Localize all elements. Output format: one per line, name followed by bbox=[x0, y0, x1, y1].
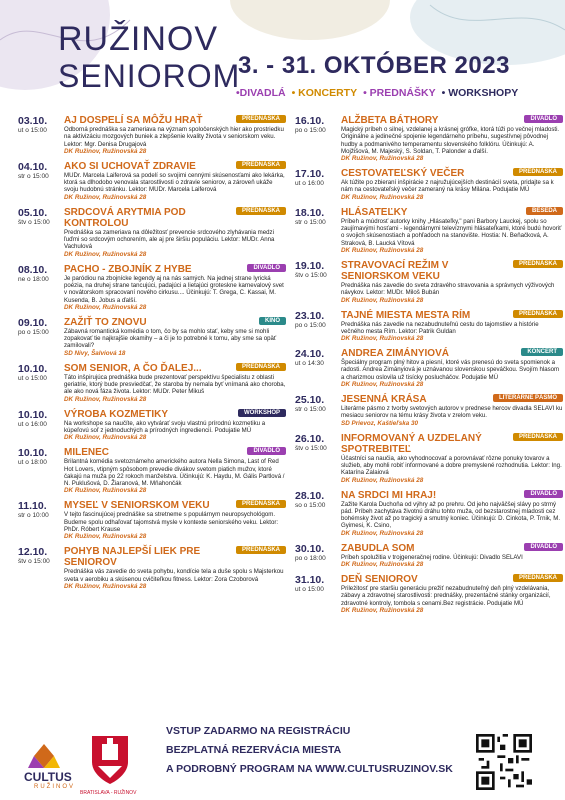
event-datetime bbox=[295, 574, 339, 593]
footer-line-2: BEZPLATNÁ REZERVÁCIA MIESTA bbox=[166, 744, 342, 756]
event-venue: SD Prievoz, Kaštieľska 30 bbox=[341, 419, 419, 427]
event-title: HLÁSATEĽKY bbox=[341, 206, 408, 218]
event-title: SRDCOVÁ ARYTMIA POD KONTROLOU bbox=[64, 206, 186, 229]
event-date: 16.10. bbox=[295, 115, 325, 127]
footer-line-1: VSTUP ZADARMO NA REGISTRÁCIU bbox=[166, 725, 351, 737]
event-category-badge: KINO bbox=[259, 317, 286, 325]
event-category-badge: PREDNÁŠKA bbox=[513, 574, 563, 582]
event-datetime bbox=[295, 310, 339, 329]
event-description: Špeciálny program plný hitov a piesní, ktoré vás prenesú do sveta spomienok a radosti. Andrea Zimányiová je uznávanou slovenskou speváčkou. Svojím hlasom a charizmou oslovila už tisícky poslucháčov. Podujatie MÚ bbox=[341, 359, 560, 381]
event-date: 03.10. bbox=[18, 115, 48, 127]
event-datetime bbox=[18, 161, 62, 180]
event-venue: DK Ružinov, Ružinovská 28 bbox=[64, 434, 147, 442]
event-time: str o 15:00 bbox=[295, 218, 326, 226]
cultus-logo-icon bbox=[24, 742, 64, 770]
event-title: TAJNÉ MIESTA MESTA RÍM bbox=[341, 309, 471, 321]
category-workshopy: • WORKSHOPY bbox=[441, 87, 519, 99]
event-category-badge: PREDNÁŠKA bbox=[236, 363, 286, 371]
event-datetime bbox=[295, 543, 339, 562]
event-datetime bbox=[18, 317, 62, 336]
event-venue: DK Ružinov, Ružinovská 28 bbox=[341, 246, 424, 254]
event-venue: DK Ružinov, Ružinovská 28 bbox=[64, 582, 147, 590]
event-venue: DK Ružinov, Ružinovská 28 bbox=[64, 487, 147, 495]
cultus-logo-name: CULTUS bbox=[24, 770, 72, 784]
event-date: 05.10. bbox=[18, 206, 48, 219]
event-venue: DK Ružinov, Ružinovská 28 bbox=[64, 533, 147, 541]
qr-code-icon[interactable] bbox=[476, 734, 532, 790]
header bbox=[0, 0, 565, 110]
event-datetime bbox=[18, 409, 62, 428]
event-title: DEŇ SENIOROV bbox=[341, 574, 418, 586]
event-description: Zábavná romantická komédia o tom, čo by sa mohlo stať, keby sme si mohli zopakovať tie najkrajšie okamihy – a či je to potrebné k tomu, aby sme sa opäť zamilovali? bbox=[64, 327, 277, 350]
event-item bbox=[295, 207, 563, 254]
event-category-badge: PREDNÁŠKA bbox=[236, 500, 286, 508]
category-list bbox=[236, 87, 518, 99]
event-time: ut o 16:00 bbox=[295, 180, 324, 188]
category-divadla: •DIVADLÁ bbox=[236, 87, 286, 99]
event-venue: DK Ružinov, Ružinovská 28 bbox=[341, 296, 424, 304]
event-item bbox=[18, 317, 286, 357]
event-item bbox=[295, 543, 563, 568]
cultus-logo-sub: RUŽINOV bbox=[34, 784, 75, 790]
event-title: PACHO - ZBOJNÍK Z HYBE bbox=[64, 263, 192, 275]
event-item bbox=[18, 546, 286, 590]
event-title: NA SRDCI MI HRAJ! bbox=[341, 489, 437, 501]
category-koncerty: • KONCERTY bbox=[291, 87, 358, 99]
event-date: 25.10. bbox=[295, 394, 325, 407]
event-time: po o 15:00 bbox=[295, 127, 326, 134]
event-date: 09.10. bbox=[18, 316, 48, 329]
cultus-logo bbox=[24, 742, 75, 790]
event-category-badge: PREDNÁŠKA bbox=[236, 207, 286, 215]
event-description: Prednáška nás zavedie na nezabudnuteľnú cestu do tajomstiev a histórie večného mesta Rím. Lektor: Patrik Guldan bbox=[341, 320, 539, 335]
event-title: JESENNÁ KRÁSA bbox=[341, 394, 427, 406]
event-venue: DK Ružinov, Ružinovská 28 bbox=[341, 606, 424, 614]
event-title: POHYB NAJLEPŠÍ LIEK PRE SENIOROV bbox=[64, 546, 201, 569]
event-time: po o 15:00 bbox=[295, 321, 326, 329]
event-title: ANDREA ZIMÁNYIOVÁ bbox=[341, 348, 449, 360]
event-datetime bbox=[18, 447, 62, 466]
event-description: V tejto fascinujúcej prednáške sa stretneme s populárnym neuropsychológom. Budeme spolu odhaľovať tajomstvá mysle v kontexte seniorského veku. Lektor: PhDr. Róbert Krause bbox=[64, 511, 279, 534]
event-dates: 3. - 31. OKTÓBER 2023 bbox=[238, 52, 510, 79]
event-item bbox=[18, 115, 286, 155]
event-venue: DK Ružinov, Ružinovská 28 bbox=[341, 193, 424, 201]
event-category-badge: PREDNÁŠKA bbox=[513, 310, 563, 318]
event-category-badge: LITERÁRNE PÁSMO bbox=[493, 394, 563, 402]
event-item bbox=[295, 168, 563, 201]
event-datetime bbox=[18, 546, 62, 565]
event-time: štv o 15:00 bbox=[295, 271, 327, 279]
event-time: po o 18:00 bbox=[295, 554, 326, 562]
event-description: Príbeh a múdrosť autorky knihy „Hlásateľky," pani Barbory Lauckej, spolu so zaujímavými hosťami - legendárnymi televíznymi hlásateľkami, ktoré budú hovoriť o svojich skúsenostiach a pohľadoch na stanovište. Hostia: N. Beňačková, A. Straková, B. Laucká Vítová bbox=[341, 217, 562, 247]
event-venue: DK Ružinov, Ružinovská 28 bbox=[64, 147, 147, 155]
event-item bbox=[18, 161, 286, 201]
event-time: str o 15:00 bbox=[295, 406, 326, 414]
event-category-badge: DIVADLO bbox=[524, 490, 563, 498]
page-title-line1: RUŽINOV bbox=[58, 20, 218, 58]
event-time: ut o 15:00 bbox=[18, 127, 47, 134]
event-item bbox=[18, 447, 286, 494]
event-venue: DK Ružinov, Ružinovská 28 bbox=[341, 476, 424, 484]
event-date: 18.10. bbox=[295, 206, 325, 219]
event-venue: DK Ružinov, Ružinovská 28 bbox=[64, 193, 147, 201]
event-datetime bbox=[295, 433, 339, 452]
event-description: Prednáška vás zavedie do sveta pohybu, kondície tela a duše spolu s Majsterkou sveta v aerobiku a skúsenou cvičiteľkou fitness. Lektor: Zora Czoborová bbox=[64, 568, 284, 583]
event-category-badge: KONCERT bbox=[521, 348, 563, 356]
event-time: štv o 15:00 bbox=[18, 218, 50, 226]
event-date: 24.10. bbox=[295, 348, 325, 361]
event-title: STRAVOVACÍ REŽIM V SENIORSKOM VEKU bbox=[341, 259, 449, 282]
event-description: Ak túžite po zbieraní inšpirácie z najružujúcejších destinácií sveta, pridajte sa k nám na cestovateľský večer zameraný na krásy Milána. Podujatie MÚ bbox=[341, 179, 554, 194]
event-item bbox=[295, 394, 563, 427]
event-item bbox=[18, 207, 286, 258]
event-description: Odborná prednáška sa zameriava na význam spoločenských hier ako prostriedku na aktivizáciu mozgových buniek a zlepšenie kvality života v seniorskom veku. Lektor: Mgr. Denisa Drugajová bbox=[64, 126, 284, 148]
event-title: AJ DOSPELÍ SA MÔŽU HRAŤ bbox=[64, 115, 203, 126]
event-category-badge: PREDNÁŠKA bbox=[236, 546, 286, 554]
event-title: ZABUDLA SOM bbox=[341, 542, 415, 554]
program-column-right bbox=[295, 115, 563, 620]
event-venue: DK Ružinov, Ružinovská 28 bbox=[341, 335, 424, 343]
event-title: SOM SENIOR, A ČO ĎALEJ... bbox=[64, 362, 202, 374]
event-date: 10.10. bbox=[18, 447, 48, 460]
event-date: 19.10. bbox=[295, 259, 325, 272]
footer-line-3[interactable]: A PODROBNÝ PROGRAM NA WWW.CULTUSRUZINOV.SK bbox=[166, 763, 453, 775]
event-datetime bbox=[18, 500, 62, 519]
event-item bbox=[18, 363, 286, 403]
event-description: Je paródiou na zbojnícke legendy aj na nás samých. Na jednej strane lyrická poézia, na druhej strane tancujúci, padajúci a lietajúci groteskne karnevalový svet v novátorskom spracovaní nového cirkusu.... Účinkujú: T. Grega, C. Kassai, M. Kusenda, B. Jobus a ďalší. bbox=[64, 274, 284, 304]
event-venue: DK Ružinov, Ružinovská 28 bbox=[64, 303, 147, 311]
event-description: Účastníci sa naučia, ako vyhodnocovať a porovnávať rôzne ponuky tovarov a služieb, aby mohli robiť informované a dobre premyslené rozhodnutia. Lektor: Ing. Katarína Zalaiová bbox=[341, 454, 562, 477]
event-item bbox=[295, 115, 563, 162]
event-category-badge: PREDNÁŠKA bbox=[513, 260, 563, 268]
event-description: MUDr. Marcela Laiferová sa podelí so svojimi cennými skúsenosťami ako lekárka, ktorá sa dlhodobo venovala starostlivosti o zdravie seniorov, a zároveň ukáže svoju hudobnú stránku. Lektor: MUDr. Marcela Laiferová bbox=[64, 171, 285, 194]
event-datetime bbox=[18, 207, 62, 226]
event-date: 31.10. bbox=[295, 574, 325, 587]
event-venue: DK Ružinov, Ružinovská 28 bbox=[341, 529, 424, 537]
event-title: ALŽBETA BÁTHORY bbox=[341, 115, 439, 126]
event-venue: SD Nivy, Šalviová 18 bbox=[64, 349, 126, 357]
event-category-badge: DIVADLO bbox=[524, 115, 563, 123]
category-prednasky: • PREDNÁŠKY bbox=[363, 87, 436, 99]
event-item bbox=[295, 433, 563, 484]
event-date: 10.10. bbox=[18, 408, 48, 421]
event-category-badge: PREDNÁŠKA bbox=[513, 168, 563, 176]
event-venue: DK Ružinov, Ružinovská 28 bbox=[341, 155, 424, 163]
event-date: 30.10. bbox=[295, 542, 325, 555]
event-item bbox=[18, 409, 286, 442]
event-venue: DK Ružinov, Ružinovská 28 bbox=[64, 395, 147, 403]
event-date: 08.10. bbox=[18, 263, 48, 276]
event-time: str o 15:00 bbox=[18, 172, 49, 180]
event-datetime bbox=[295, 394, 339, 413]
event-category-badge: PREDNÁŠKA bbox=[236, 115, 286, 123]
event-description: Táto inšpirujúca prednáška bude prezentovať perspektívu špecialistu z oblasti geriatrie, ktorý bude presviedčať, že staroba by nemala byť vnímaná ako choroba, ale ako nová fáza života. Lektor: MUDr. Peter Mikuš bbox=[64, 373, 286, 396]
event-category-badge: DIVADLO bbox=[247, 447, 286, 455]
program-column-left bbox=[18, 115, 286, 596]
event-item bbox=[295, 574, 563, 614]
event-category-badge: DIVADLO bbox=[524, 543, 563, 551]
event-time: so o 15:00 bbox=[295, 501, 326, 509]
event-item bbox=[295, 348, 563, 388]
event-datetime bbox=[295, 168, 339, 187]
event-title: VÝROBA KOZMETIKY bbox=[64, 408, 169, 420]
event-title: MYSEĽ V SENIORSKOM VEKU bbox=[64, 500, 210, 512]
event-item bbox=[18, 500, 286, 540]
event-time: štv o 15:00 bbox=[295, 444, 327, 452]
event-venue: DK Ružinov, Ružinovská 28 bbox=[341, 561, 424, 569]
event-venue: DK Ružinov, Ružinovská 28 bbox=[64, 250, 147, 258]
event-time: str o 10:00 bbox=[18, 512, 49, 520]
event-time: ut o 14:30 bbox=[295, 360, 324, 368]
event-item bbox=[295, 260, 563, 304]
event-datetime bbox=[18, 363, 62, 382]
event-description: Prednáška sa zameriava na dôležitosť prevencie srdcového zlyhávania medzi ľuďmi so srdcovým ochorením, ale aj pre širšiu populáciu. Lektor: MUDr. Anna Vachulová bbox=[64, 228, 275, 251]
event-title: AKO SI UCHOVAŤ ZDRAVIE bbox=[64, 160, 196, 172]
event-time: štv o 15:00 bbox=[18, 558, 50, 566]
event-datetime bbox=[295, 260, 339, 279]
event-venue: DK Ružinov, Ružinovská 28 bbox=[341, 381, 424, 389]
event-item bbox=[18, 264, 286, 311]
event-title: INFORMOVANÝ A UZDELANÝ SPOTREBITEĽ bbox=[341, 432, 482, 455]
event-datetime bbox=[295, 348, 339, 367]
event-description: Brilantná komédia svetoznámeho amerického autora Nella Simona, Last of Red Hot Lovers, vtipným spôsobom prevedie divákov svetom piatich mužov, ktoré čakajú na muža po 22 rokoch manželstva. Účinkujú: K. Haydu, M. Gális Partlová / N. Puklušová, D. Žiaranová, M. Mňahončák bbox=[64, 458, 285, 488]
event-category-badge: PREDNÁŠKA bbox=[236, 161, 286, 169]
event-date: 12.10. bbox=[18, 546, 48, 559]
event-description: Prednáška nás zavedie do sveta zdravého stravovania a správnych výživových návykov. Lektor: MUDr. Miloš Bubán bbox=[341, 281, 555, 297]
event-category-badge: PREDNÁŠKA bbox=[513, 433, 563, 441]
event-date: 23.10. bbox=[295, 309, 325, 322]
event-time: ne o 18:00 bbox=[18, 275, 49, 283]
event-category-badge: DIVADLO bbox=[247, 264, 286, 272]
event-datetime bbox=[18, 264, 62, 283]
event-item bbox=[295, 310, 563, 343]
event-category-badge: BESEDA bbox=[526, 207, 563, 215]
event-date: 28.10. bbox=[295, 489, 325, 502]
event-description: Príbeh spolužitia v trojgeneračnej rodine. Účinkujú: Divadlo SELAVI bbox=[341, 553, 523, 561]
event-time: ut o 15:00 bbox=[295, 586, 324, 594]
event-date: 17.10. bbox=[295, 168, 325, 181]
event-datetime bbox=[18, 115, 62, 134]
event-title: CESTOVATEĽSKÝ VEČER bbox=[341, 168, 465, 180]
event-description: Literárne pásmo z tvorby svetových autorov v prednese hercov divadla SELAVI ku mesiacu seniorov na tému krásy života v zrelom veku. bbox=[341, 405, 563, 420]
event-date: 26.10. bbox=[295, 432, 325, 445]
event-title: MILENEC bbox=[64, 447, 109, 459]
event-time: po o 15:00 bbox=[18, 328, 49, 336]
event-description: Zažite Karola Duchoňa od výhry až po prehru. Od jeho najväčšej slávy po strmý pád. Príbeh zachytáva životnú dráhu tohto muža, od bezstarostnej mladosti cez bohémsky život až po tragický a smutný koniec. Účinkujú: D. Cinkota, P. Trnik, M. Gyimesi, K. Csino, bbox=[341, 500, 561, 530]
event-time: ut o 15:00 bbox=[18, 374, 47, 382]
page-title-line2: SENIOROM bbox=[58, 58, 241, 94]
event-title: ZAŽIŤ TO ZNOVU bbox=[64, 316, 147, 328]
event-description: Prileżitosť pre staršiu generáciu prežiť nezabudnuteľný deň plný vzdelávania, zábavy a zdravotnej starostlivosti: prednášky, prezentačné stánky organizácií, zdravotné kontroly, tombola s cenami.Bez registrácie. Podujatie MÚ bbox=[341, 585, 551, 607]
event-datetime bbox=[295, 207, 339, 226]
ruzinov-crest-icon bbox=[88, 732, 132, 790]
event-time: ut o 18:00 bbox=[18, 459, 47, 467]
event-date: 04.10. bbox=[18, 160, 48, 173]
event-item bbox=[295, 490, 563, 537]
event-date: 10.10. bbox=[18, 362, 48, 375]
event-time: ut o 16:00 bbox=[18, 420, 47, 428]
event-description: Magický príbeh o silnej, vzdelanej a krásnej grófke, ktorá túži po večnej mladosti. Originálne a jedinečné spojenie legendárneho príbehu, sugestívnej pôvodnej hudby a podmanivého temperamentu slovenského folklóru. Účinkujú: A. Mojžišová, M. Majeský, S. Soldan, T. Palonder a ďalší. bbox=[341, 126, 560, 155]
event-datetime bbox=[295, 490, 339, 509]
event-description: Na workshope sa naučíte, ako vytvárať svoju vlastnú prírodnú kozmetiku a kúpeľovú soľ z jednoduchých a prírodných ingrediencií. Podujatie MÚ bbox=[64, 419, 266, 434]
crest-text: BRATISLAVA - RUŽINOV bbox=[80, 790, 137, 796]
event-date: 11.10. bbox=[18, 500, 47, 513]
event-datetime bbox=[295, 115, 339, 134]
event-category-badge: WORKSHOP bbox=[238, 409, 286, 417]
